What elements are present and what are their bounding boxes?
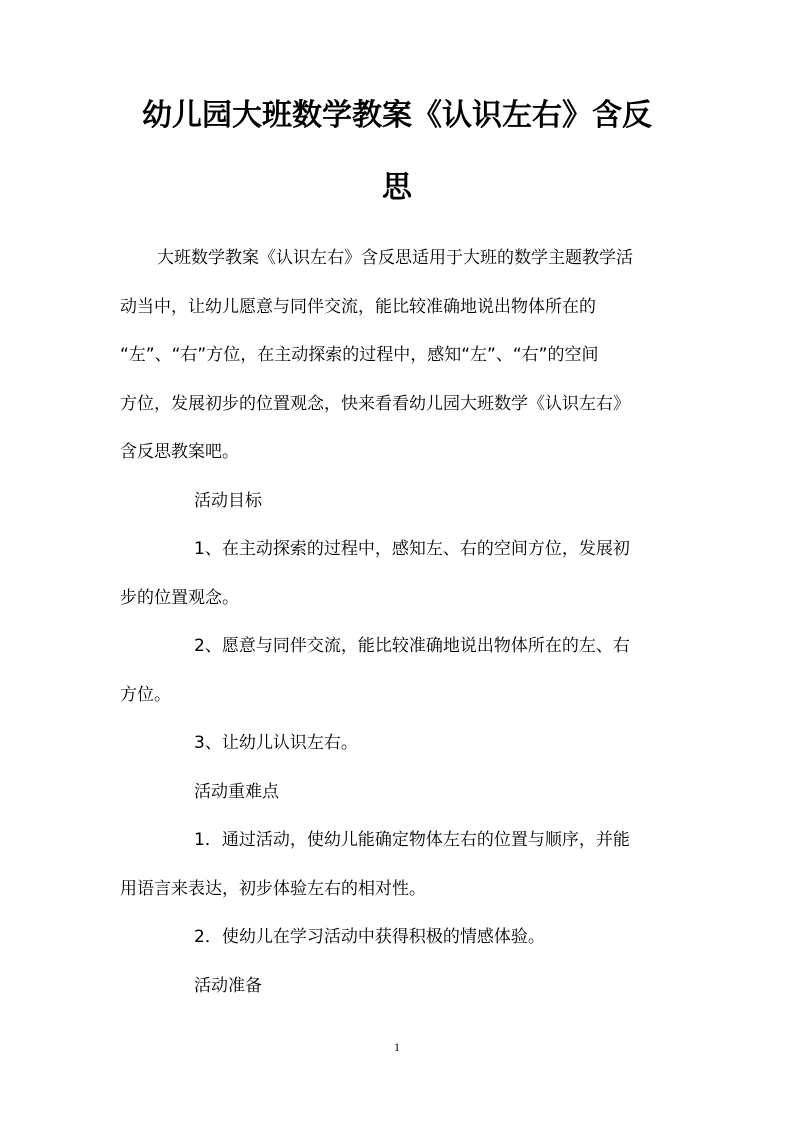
goal-1-line-1: 1、在主动探索的过程中，感知左、右的空间方位，发展初 bbox=[194, 539, 630, 559]
goal-1 bbox=[120, 525, 680, 622]
heading-key-points: 活动重难点 bbox=[194, 781, 279, 802]
goal-3: 3、让幼儿认识左右。 bbox=[194, 733, 358, 753]
goal-2-line-1: 2、愿意与同伴交流，能比较准确地说出物体所在的左、右 bbox=[194, 636, 630, 656]
intro-line-2: 动当中，让幼儿愿意与同伴交流，能比较准确地说出物体所在的 bbox=[120, 296, 596, 317]
document-title-line-2: 思 bbox=[382, 170, 412, 205]
heading-preparation: 活动准备 bbox=[194, 975, 262, 996]
goal-2-line-2: 方位。 bbox=[120, 684, 171, 705]
page-number: 1 bbox=[394, 1040, 400, 1054]
document-body bbox=[120, 234, 680, 1010]
goal-1-line-2: 步的位置观念。 bbox=[120, 587, 239, 608]
intro-paragraph bbox=[120, 234, 680, 477]
intro-line-3: “左”、“右”方位，在主动探索的过程中，感知“左”、“右”的空间 bbox=[120, 345, 599, 365]
intro-line-4: 方位，发展初步的位置观念，快来看看幼儿园大班数学《认识左右》 bbox=[120, 393, 630, 414]
key-point-1 bbox=[120, 816, 680, 913]
goal-2 bbox=[120, 622, 680, 719]
intro-line-5: 含反思教案吧。 bbox=[120, 442, 239, 462]
key-point-2: 2．使幼儿在学习活动中获得积极的情感体验。 bbox=[194, 927, 545, 947]
intro-line-1: 大班数学教案《认识左右》含反思适用于大班的数学主题教学活 bbox=[157, 248, 633, 268]
document-title-line-1: 幼儿园大班数学教案《认识左右》含反 bbox=[142, 98, 652, 133]
key-point-1-line-1: 1．通过活动，使幼儿能确定物体左右的位置与顺序，并能 bbox=[194, 830, 630, 850]
heading-activity-goals: 活动目标 bbox=[194, 490, 262, 511]
key-point-1-line-2: 用语言来表达，初步体验左右的相对性。 bbox=[120, 878, 426, 899]
